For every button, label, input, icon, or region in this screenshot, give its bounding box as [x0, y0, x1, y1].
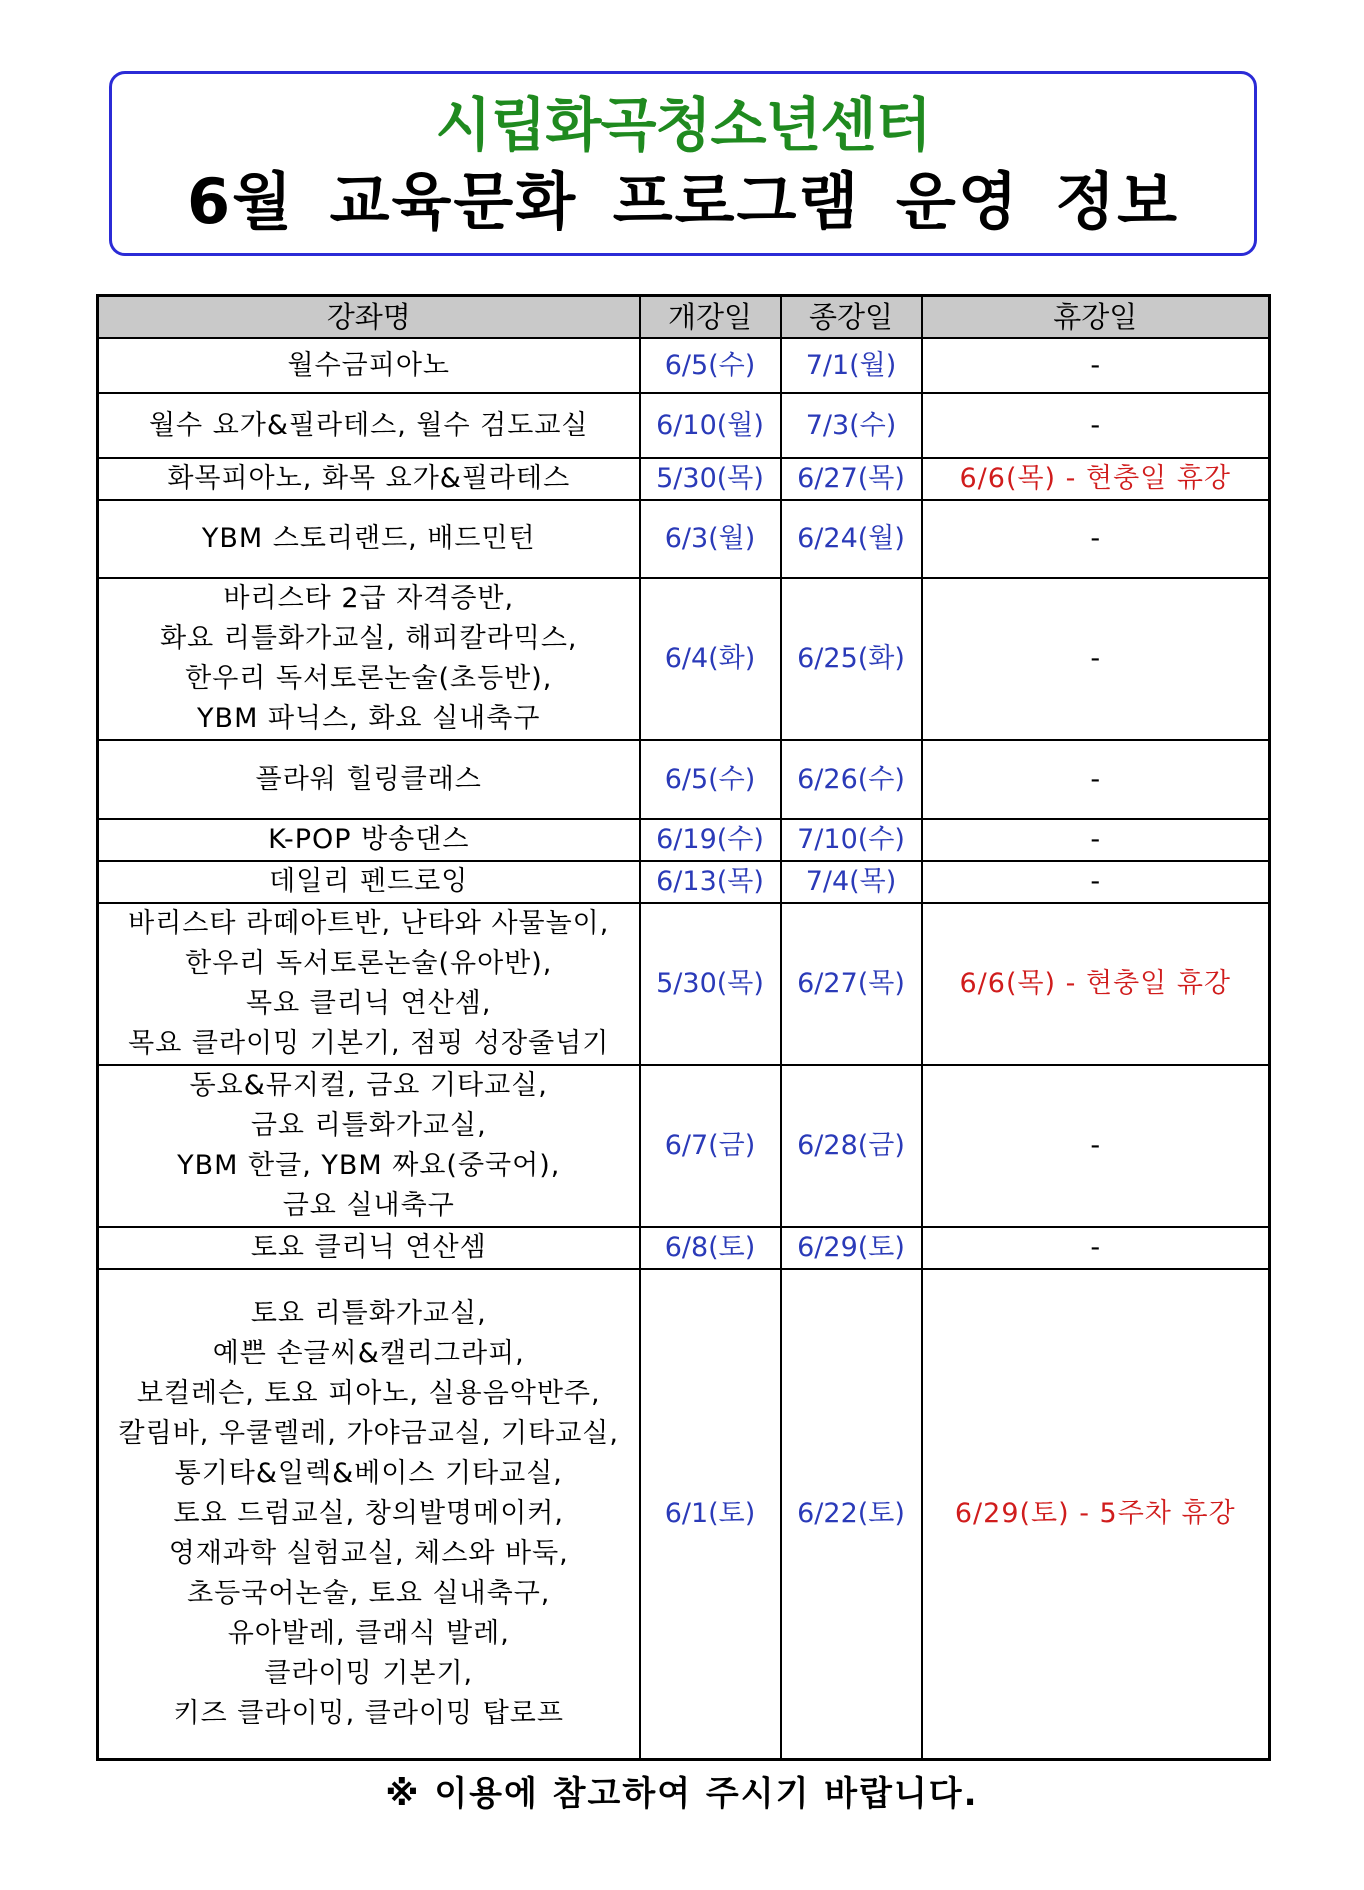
start-date: 6/10(월) — [640, 393, 781, 458]
table-row — [98, 338, 1270, 393]
end-date: 6/25(화) — [781, 578, 922, 740]
end-date: 6/26(수) — [781, 740, 922, 819]
end-date: 7/1(월) — [781, 338, 922, 393]
end-date: 7/4(목) — [781, 861, 922, 903]
table-row — [98, 861, 1270, 903]
table-row — [98, 1065, 1270, 1227]
start-date: 5/30(목) — [640, 458, 781, 500]
holiday: - — [922, 861, 1270, 903]
footnote: ※ 이용에 참고하여 주시기 바랍니다. — [385, 1774, 979, 1814]
center-name: 시립화곡청소년센터 — [435, 91, 931, 159]
course-name: 동요&뮤지컬, 금요 기타교실, 금요 리틀화가교실, YBM 한글, YBM 짜요(중국어), 금요 실내축구 — [98, 1065, 640, 1227]
holiday: - — [922, 1065, 1270, 1227]
start-date: 6/1(토) — [640, 1269, 781, 1759]
start-date: 6/4(화) — [640, 578, 781, 740]
table-row — [98, 903, 1270, 1065]
start-date: 6/5(수) — [640, 740, 781, 819]
start-date: 6/5(수) — [640, 338, 781, 393]
course-name: YBM 스토리랜드, 배드민턴 — [98, 500, 640, 578]
course-name: K-POP 방송댄스 — [98, 819, 640, 861]
table-row — [98, 1227, 1270, 1269]
header-holiday: 휴강일 — [922, 296, 1270, 339]
end-date: 7/10(수) — [781, 819, 922, 861]
table-row — [98, 740, 1270, 819]
course-name: 바리스타 2급 자격증반, 화요 리틀화가교실, 해피칼라믹스, 한우리 독서토론논술(초등반), YBM 파닉스, 화요 실내축구 — [98, 578, 640, 740]
start-date: 5/30(목) — [640, 903, 781, 1065]
header-course: 강좌명 — [98, 296, 640, 339]
holiday: - — [922, 740, 1270, 819]
end-date: 6/27(목) — [781, 458, 922, 500]
course-name: 월수금피아노 — [98, 338, 640, 393]
table-row — [98, 1269, 1270, 1759]
holiday: - — [922, 819, 1270, 861]
end-date: 6/28(금) — [781, 1065, 922, 1227]
holiday: - — [922, 338, 1270, 393]
holiday: 6/29(토) - 5주차 휴강 — [922, 1269, 1270, 1759]
start-date: 6/13(목) — [640, 861, 781, 903]
course-name: 토요 리틀화가교실, 예쁜 손글씨&캘리그라피, 보컬레슨, 토요 피아노, 실용음악반주, 칼림바, 우쿨렐레, 가야금교실, 기타교실, 통기타&일렉&베이스 기타교실, 토요 드럼교실, 창의발명메이커, 영재과학 실험교실, 체스와 바둑, 초등국어논술, 토요 실내축구, 유아발레, 클래식 발레, 클라이밍 기본기, 키즈 클라이밍, 클라이밍 탑로프 — [98, 1269, 640, 1759]
course-name: 토요 클리닉 연산셈 — [98, 1227, 640, 1269]
table-row — [98, 393, 1270, 458]
holiday: - — [922, 578, 1270, 740]
page-title: 6월 교육문화 프로그램 운영 정보 — [186, 165, 1180, 238]
start-date: 6/7(금) — [640, 1065, 781, 1227]
course-name: 바리스타 라떼아트반, 난타와 사물놀이, 한우리 독서토론논술(유아반), 목요 클리닉 연산셈, 목요 클라이밍 기본기, 점핑 성장줄넘기 — [98, 903, 640, 1065]
end-date: 6/29(토) — [781, 1227, 922, 1269]
title-box — [109, 71, 1257, 256]
start-date: 6/19(수) — [640, 819, 781, 861]
end-date: 6/22(토) — [781, 1269, 922, 1759]
end-date: 6/24(월) — [781, 500, 922, 578]
course-name: 화목피아노, 화목 요가&필라테스 — [98, 458, 640, 500]
table-header-row — [98, 296, 1270, 339]
table-row — [98, 500, 1270, 578]
holiday: - — [922, 393, 1270, 458]
header-end-date: 종강일 — [781, 296, 922, 339]
end-date: 7/3(수) — [781, 393, 922, 458]
end-date: 6/27(목) — [781, 903, 922, 1065]
schedule-table — [96, 294, 1271, 1761]
holiday: 6/6(목) - 현충일 휴강 — [922, 458, 1270, 500]
course-name: 월수 요가&필라테스, 월수 검도교실 — [98, 393, 640, 458]
table-row — [98, 458, 1270, 500]
holiday: 6/6(목) - 현충일 휴강 — [922, 903, 1270, 1065]
course-name: 플라워 힐링클래스 — [98, 740, 640, 819]
course-name: 데일리 펜드로잉 — [98, 861, 640, 903]
holiday: - — [922, 500, 1270, 578]
start-date: 6/8(토) — [640, 1227, 781, 1269]
table-row — [98, 578, 1270, 740]
start-date: 6/3(월) — [640, 500, 781, 578]
table-row — [98, 819, 1270, 861]
holiday: - — [922, 1227, 1270, 1269]
header-start-date: 개강일 — [640, 296, 781, 339]
